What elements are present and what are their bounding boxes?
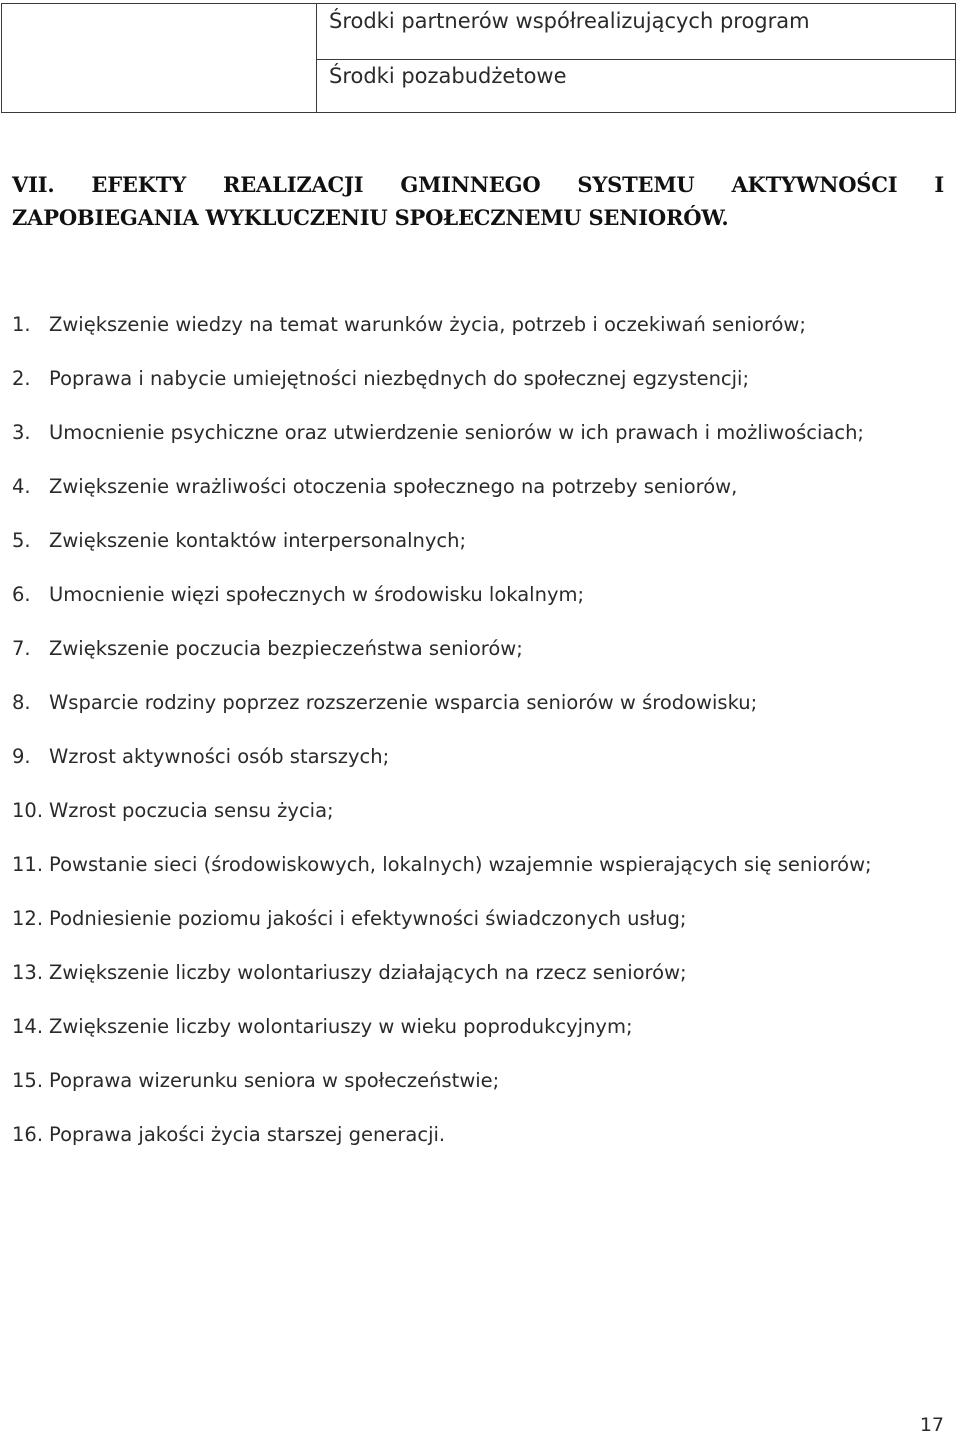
list-item-text: Zwiększenie wiedzy na temat warunków życia, potrzeb i oczekiwań seniorów; — [49, 313, 806, 336]
list-item-text: Umocnienie więzi społecznych w środowisku lokalnym; — [49, 583, 585, 606]
list-item — [12, 632, 944, 666]
list-item-text: Umocnienie psychiczne oraz utwierdzenie seniorów w ich prawach i możliwościach; — [49, 421, 864, 444]
list-item — [12, 308, 944, 342]
list-item-text: Wzrost poczucia sensu życia; — [49, 799, 334, 822]
list-item-number: 2. — [12, 367, 31, 390]
list-item-number: 16. — [12, 1123, 44, 1146]
list-item-text: Poprawa wizerunku seniora w społeczeństwie; — [49, 1069, 500, 1092]
list-item-number: 8. — [12, 691, 31, 714]
list-item — [12, 524, 944, 558]
section-heading: VII. EFEKTY REALIZACJI GMINNEGO SYSTEMU AKTYWNOŚCI I ZAPOBIEGANIA WYKLUCZENIU SPOŁECZNEMU SENIORÓW. — [12, 172, 944, 230]
funding-table-empty-cell — [2, 4, 317, 112]
list-item — [12, 1118, 944, 1152]
list-item — [12, 362, 944, 396]
list-item-text: Zwiększenie kontaktów interpersonalnych; — [49, 529, 467, 552]
list-item-text: Zwiększenie wrażliwości otoczenia społecznego na potrzeby seniorów, — [49, 475, 738, 498]
funding-partners-label: Środki partnerów współrealizujących program — [329, 9, 810, 33]
list-item-number: 6. — [12, 583, 31, 606]
list-item-number: 4. — [12, 475, 31, 498]
list-item-number: 7. — [12, 637, 31, 660]
list-item-number: 12. — [12, 907, 44, 930]
list-item-number: 11. — [12, 853, 44, 876]
list-item — [12, 686, 944, 720]
list-item — [12, 578, 944, 612]
list-item — [12, 740, 944, 774]
list-item — [12, 1010, 944, 1044]
list-item-text: Poprawa i nabycie umiejętności niezbędnych do społecznej egzystencji; — [49, 367, 750, 390]
list-item-number: 3. — [12, 421, 31, 444]
list-item-text: Wsparcie rodziny poprzez rozszerzenie wsparcia seniorów w środowisku; — [49, 691, 758, 714]
list-item-text: Zwiększenie liczby wolontariuszy w wieku poprodukcyjnym; — [49, 1015, 633, 1038]
list-item-text: Zwiększenie liczby wolontariuszy działających na rzecz seniorów; — [49, 961, 687, 984]
list-item-text: Powstanie sieci (środowiskowych, lokalnych) wzajemnie wspierających się seniorów; — [49, 853, 872, 876]
list-item-number: 13. — [12, 961, 44, 984]
list-item — [12, 470, 944, 504]
list-item — [12, 794, 944, 828]
list-item-number: 1. — [12, 313, 31, 336]
funding-table-row-partners — [317, 4, 955, 60]
funding-table-row-off-budget — [317, 60, 955, 112]
list-item-number: 5. — [12, 529, 31, 552]
list-item-text: Zwiększenie poczucia bezpieczeństwa seniorów; — [49, 637, 523, 660]
list-item — [12, 902, 944, 936]
list-item-number: 10. — [12, 799, 44, 822]
list-item-text: Poprawa jakości życia starszej generacji. — [49, 1123, 446, 1146]
list-item — [12, 416, 944, 450]
list-item-number: 15. — [12, 1069, 44, 1092]
page-number: 17 — [919, 1414, 944, 1436]
list-item-text: Wzrost aktywności osób starszych; — [49, 745, 390, 768]
list-item — [12, 848, 944, 882]
list-item-number: 14. — [12, 1015, 44, 1038]
list-item-text: Podniesienie poziomu jakości i efektywności świadczonych usług; — [49, 907, 687, 930]
list-item — [12, 1064, 944, 1098]
funding-table — [1, 3, 956, 113]
list-item — [12, 956, 944, 990]
effects-list — [12, 308, 944, 1172]
funding-off-budget-label: Środki pozabudżetowe — [329, 64, 567, 88]
list-item-number: 9. — [12, 745, 31, 768]
